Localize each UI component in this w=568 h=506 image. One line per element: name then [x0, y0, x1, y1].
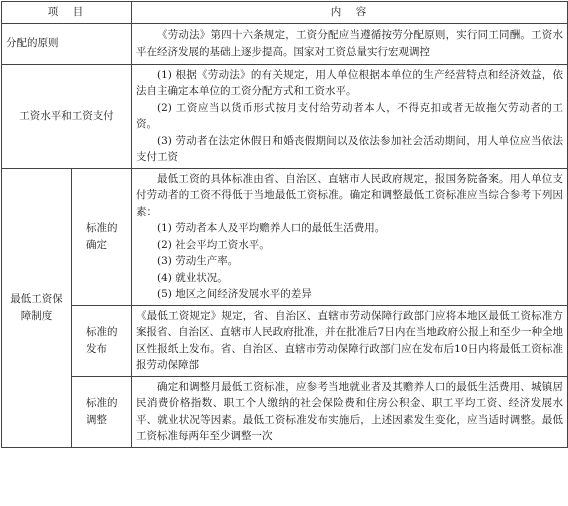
determination-factor-5: (5) 地区之间经济发展水平的差异 — [157, 288, 312, 300]
determination-content — [132, 168, 568, 305]
distribution-label: 分配的原则 — [2, 23, 132, 64]
min-wage-label: 最低工资保障制度 — [2, 168, 72, 447]
adjustment-label: 标准的调整 — [72, 376, 132, 447]
header-item: 项 目 — [2, 2, 132, 24]
determination-factor-3: (3) 劳动生产率。 — [157, 255, 239, 267]
row-min-wage-publication — [2, 305, 568, 376]
regulation-table — [1, 1, 568, 448]
row-distribution — [2, 23, 568, 64]
row-wage-level — [2, 64, 568, 168]
publication-content — [132, 305, 568, 376]
row-min-wage-adjustment — [2, 376, 568, 447]
distribution-content — [132, 23, 568, 64]
adjustment-content — [132, 376, 568, 447]
wage-level-content — [132, 64, 568, 168]
determination-factor-4: (4) 就业状况。 — [157, 271, 228, 284]
header-row — [2, 2, 568, 24]
wage-level-label: 工资水平和工资支付 — [2, 64, 132, 168]
wage-level-item-1: (1) 根据《劳动法》的有关规定，用人单位根据本单位的生产经营特点和经济效益，依法自主确定本单位的工资分配方式和工资水平。 — [136, 68, 563, 97]
row-min-wage-determination — [2, 168, 568, 305]
header-content: 内 容 — [132, 2, 568, 24]
determination-label: 标准的确定 — [72, 168, 132, 305]
determination-factor-1: (1) 劳动者本人及平均赡养人口的最低生活费用。 — [157, 222, 386, 234]
wage-level-item-3: (3) 劳动者在法定休假日和婚丧假期间以及依法参加社会活动期间，用人单位应当依法支付工资 — [136, 134, 563, 163]
determination-intro: 最低工资的具体标准由省、自治区、直辖市人民政府规定，报国务院备案。用人单位支付劳动者的工资不得低于当地最低工资标准。确定和调整最低工资标准应当综合参考下列因素： — [136, 172, 563, 218]
publication-label: 标准的发布 — [72, 305, 132, 376]
wage-level-item-2: (2) 工资应当以货币形式按月支付给劳动者本人，不得克扣或者无故拖欠劳动者的工资。 — [136, 101, 563, 130]
distribution-text: 《劳动法》第四十六条规定，工资分配应当遵循按劳分配原则，实行同工同酬。工资水平在经济发展的基础上逐步提高。国家对工资总量实行宏观调控 — [136, 29, 563, 58]
publication-text: 《最低工资规定》规定，省、自治区、直辖市劳动保障行政部门应将本地区最低工资标准方案报省、自治区、直辖市人民政府批准，并在批准后7日内在当地政府公报上和至少一种全地区性报纸上发布。省、自治区、直辖市劳动保障行政部门应在发布后10日内将最低工资标准报劳动保障部 — [136, 309, 563, 371]
determination-factor-2: (2) 社会平均工资水平。 — [157, 238, 270, 251]
adjustment-text: 确定和调整月最低工资标准，应参考当地就业者及其赡养人口的最低生活费用、城镇居民消费价格指数、职工个人缴纳的社会保险费和住房公积金、职工平均工资、经济发展水平、就业状况等因素。最低工资标准发布实施后，上述因素发生变化，应当适时调整。最低工资标准每两年至少调整一次 — [136, 380, 563, 442]
